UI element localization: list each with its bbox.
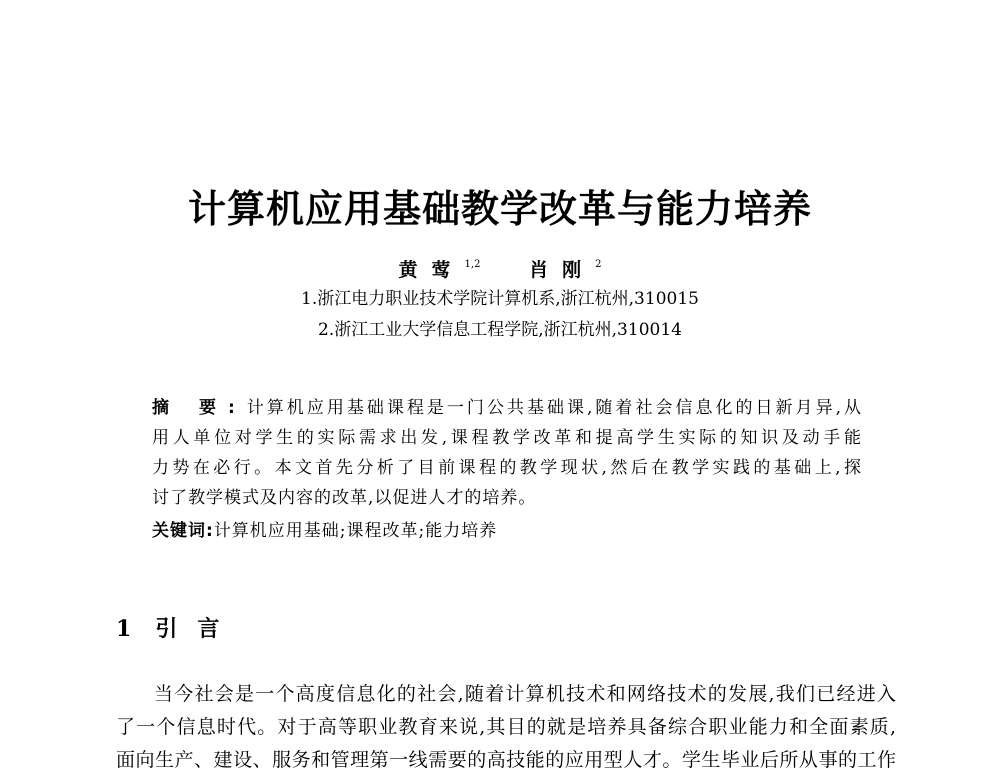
body-line-3: 面向生产、建设、服务和管理第一线需要的高技能的应用型人才。学生毕业后所从事的工作 bbox=[116, 749, 896, 771]
abstract bbox=[152, 393, 862, 513]
author-2 bbox=[529, 252, 601, 283]
body-paragraph bbox=[116, 678, 896, 777]
author-list bbox=[0, 252, 1000, 283]
section-title: 引言 bbox=[155, 617, 240, 642]
section-heading bbox=[116, 614, 239, 645]
abstract-text-1: 计算机应用基础课程是一门公共基础课,随着社会信息化的日新月异,从 bbox=[244, 398, 863, 418]
author-2-name: 肖刚 bbox=[529, 259, 596, 281]
abstract-line-2: 用人单位对学生的实际需求出发,课程教学改革和提高学生实际的知识及动手能 bbox=[152, 428, 862, 448]
abstract-label: 摘 要: bbox=[152, 398, 245, 418]
author-1 bbox=[399, 252, 481, 283]
section-number: 1 bbox=[116, 616, 132, 642]
author-1-affiliation-marks: 1,2 bbox=[464, 259, 481, 270]
paper-title: 计算机应用基础教学改革与能力培养 bbox=[187, 186, 812, 231]
affiliation-2: 2.浙江工业大学信息工程学院,浙江杭州,310014 bbox=[318, 320, 682, 340]
abstract-line-1 bbox=[152, 393, 862, 423]
author-2-affiliation-marks: 2 bbox=[595, 259, 602, 270]
keywords-text: 计算机应用基础;课程改革;能力培养 bbox=[213, 521, 498, 541]
abstract-line-3: 力势在必行。本文首先分析了目前课程的教学现状,然后在教学实践的基础上,探 bbox=[152, 458, 862, 478]
keywords bbox=[152, 516, 497, 546]
affiliation-1: 1.浙江电力职业技术学院计算机系,浙江杭州,310015 bbox=[301, 289, 699, 309]
keywords-label: 关键词: bbox=[152, 521, 214, 541]
author-1-name: 黄莺 bbox=[398, 259, 465, 281]
body-line-2: 了一个信息时代。对于高等职业教育来说,其目的就是培养具备综合职业能力和全面素质, bbox=[116, 716, 896, 738]
body-line-1: 当今社会是一个高度信息化的社会,随着计算机技术和网络技术的发展,我们已经进入 bbox=[154, 683, 896, 705]
abstract-line-4: 讨了教学模式及内容的改革,以促进人才的培养。 bbox=[152, 488, 537, 508]
